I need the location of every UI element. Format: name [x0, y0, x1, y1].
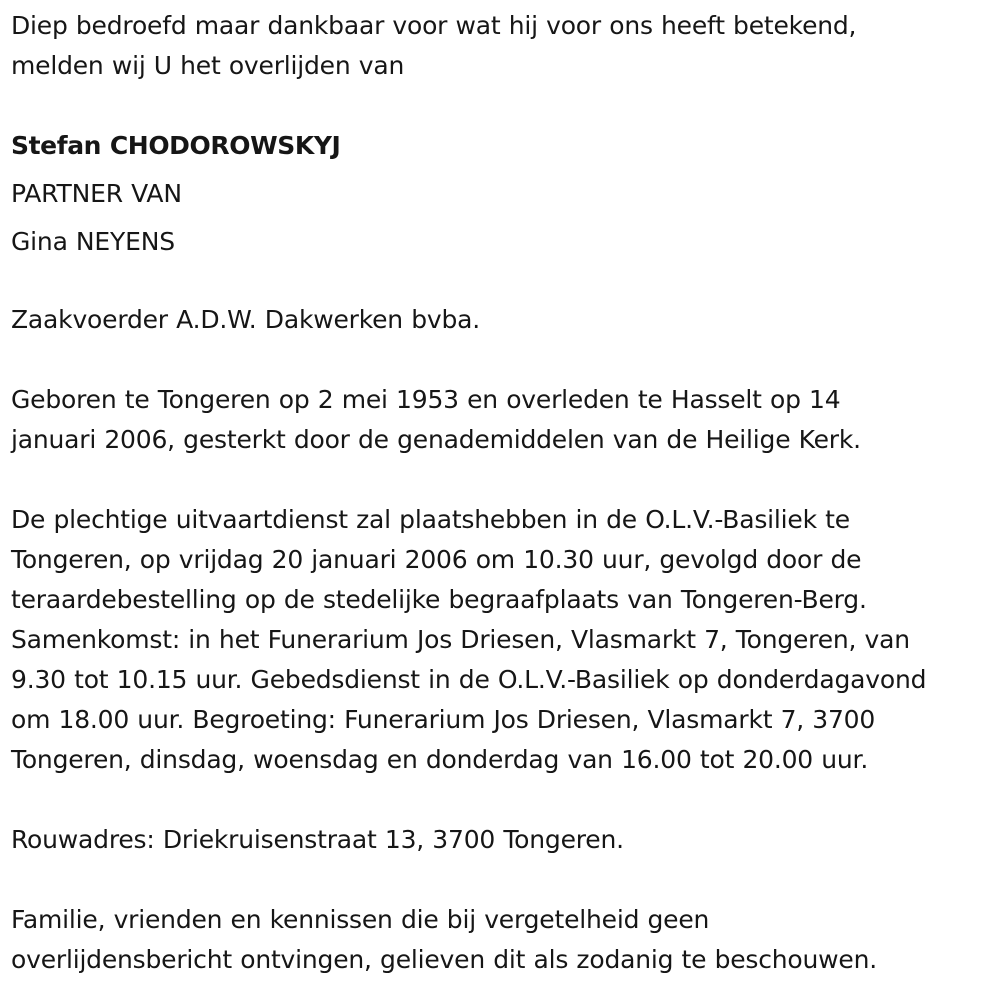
- partner-name: Gina NEYENS: [11, 227, 175, 256]
- text-line: januari 2006, gesterkt door de genademiddelen van de Heilige Kerk.: [11, 425, 861, 454]
- spacer: [11, 860, 996, 900]
- text-line: teraardebestelling op de stedelijke begraafplaats van Tongeren-Berg.: [11, 585, 867, 614]
- closing-paragraph: [11, 900, 996, 980]
- spacer: [11, 340, 996, 380]
- text-line: overlijdensbericht ontvingen, gelieven dit als zodanig te beschouwen.: [11, 945, 877, 974]
- relation-label: PARTNER VAN: [11, 179, 182, 208]
- text-line: 9.30 tot 10.15 uur. Gebedsdienst in de O.L.V.-Basiliek op donderdagavond: [11, 665, 927, 694]
- intro-paragraph: [11, 6, 996, 86]
- text-line: melden wij U het overlijden van: [11, 51, 405, 80]
- deceased-name: Stefan CHODOROWSKYJ: [11, 131, 341, 160]
- spacer: [11, 166, 996, 174]
- text-line: Tongeren, dinsdag, woensdag en donderdag van 16.00 tot 20.00 uur.: [11, 745, 869, 774]
- birth-death-paragraph: [11, 380, 996, 460]
- spacer: [11, 86, 996, 126]
- funeral-paragraph: [11, 500, 996, 780]
- death-notice: [11, 6, 996, 980]
- spacer: [11, 780, 996, 820]
- text-line: Geboren te Tongeren op 2 mei 1953 en overleden te Hasselt op 14: [11, 385, 841, 414]
- text-line: Tongeren, op vrijdag 20 januari 2006 om 10.30 uur, gevolgd door de: [11, 545, 862, 574]
- spacer: [11, 214, 996, 222]
- text-line: De plechtige uitvaartdienst zal plaatshebben in de O.L.V.-Basiliek te: [11, 505, 850, 534]
- mourning-address: Rouwadres: Driekruisenstraat 13, 3700 Tongeren.: [11, 825, 624, 854]
- spacer: [11, 262, 996, 300]
- occupation: Zaakvoerder A.D.W. Dakwerken bvba.: [11, 305, 480, 334]
- spacer: [11, 460, 996, 500]
- text-line: Familie, vrienden en kennissen die bij vergetelheid geen: [11, 905, 710, 934]
- text-line: Samenkomst: in het Funerarium Jos Driesen, Vlasmarkt 7, Tongeren, van: [11, 625, 910, 654]
- text-line: om 18.00 uur. Begroeting: Funerarium Jos Driesen, Vlasmarkt 7, 3700: [11, 705, 876, 734]
- text-line: Diep bedroefd maar dankbaar voor wat hij voor ons heeft betekend,: [11, 11, 857, 40]
